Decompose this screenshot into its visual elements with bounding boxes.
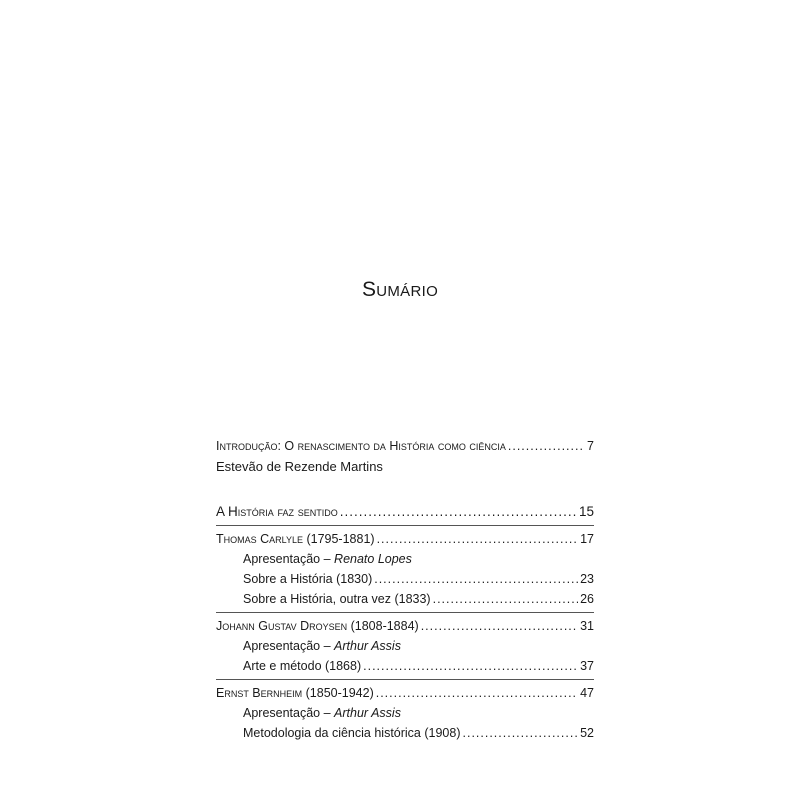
divider bbox=[216, 679, 594, 680]
work-title: Arte e método (1868) bbox=[243, 659, 362, 673]
presentation-prefix: Apresentação – bbox=[243, 706, 335, 720]
presenter-name: Arthur Assis bbox=[334, 706, 401, 720]
dot-leader bbox=[421, 616, 578, 636]
divider-wrap bbox=[216, 522, 594, 529]
chapter-author: Thomas Carlyle (1795-1881) bbox=[216, 532, 375, 546]
presentation-prefix: Apresentação – bbox=[243, 639, 335, 653]
toc-page-number: 47 bbox=[580, 686, 594, 700]
chapter-author: Ernst Bernheim (1850-1942) bbox=[216, 686, 374, 700]
work-title: Metodologia da ciência histórica (1908) bbox=[243, 726, 461, 740]
toc-page-number: 52 bbox=[580, 726, 594, 740]
chapter-author: Johann Gustav Droysen (1808-1884) bbox=[216, 619, 419, 633]
section-title: A História faz sentido bbox=[216, 504, 338, 519]
toc-entry-author-chapter bbox=[216, 683, 594, 703]
toc-page-number: 26 bbox=[580, 592, 594, 606]
presentation-label bbox=[243, 703, 401, 723]
presentation-label bbox=[243, 549, 412, 569]
toc-section bbox=[216, 502, 594, 522]
toc-page-number: 23 bbox=[580, 572, 594, 586]
toc-work bbox=[216, 723, 594, 743]
toc-page-number: 37 bbox=[580, 659, 594, 673]
toc-work bbox=[216, 569, 594, 589]
dot-leader bbox=[340, 502, 577, 522]
toc-entry-author-chapter bbox=[216, 616, 594, 636]
table-of-contents bbox=[216, 436, 594, 743]
toc-presentation bbox=[216, 636, 594, 656]
toc-page-number: 31 bbox=[580, 619, 594, 633]
toc-presentation bbox=[216, 549, 594, 569]
divider bbox=[216, 525, 594, 526]
toc-page-number: 7 bbox=[587, 439, 594, 453]
page-title: Sumário bbox=[361, 278, 439, 301]
dot-leader bbox=[377, 529, 579, 549]
toc-entry-author-chapter bbox=[216, 529, 594, 549]
work-title: Sobre a História, outra vez (1833) bbox=[243, 592, 431, 606]
divider bbox=[216, 612, 594, 613]
presentation-prefix: Apresentação – bbox=[243, 552, 335, 566]
toc-page-number: 15 bbox=[578, 504, 594, 519]
toc-page-number: 17 bbox=[580, 532, 594, 546]
divider-wrap bbox=[216, 609, 594, 616]
toc-entry-author: Estevão de Rezende Martins bbox=[216, 459, 383, 474]
work-title: Sobre a História (1830) bbox=[243, 572, 373, 586]
presentation-label bbox=[243, 636, 401, 656]
toc-work bbox=[216, 589, 594, 609]
presenter-name: Arthur Assis bbox=[334, 639, 401, 653]
toc-presentation bbox=[216, 703, 594, 723]
dot-leader bbox=[374, 569, 578, 589]
divider-wrap bbox=[216, 676, 594, 683]
spacer bbox=[216, 478, 594, 502]
toc-work bbox=[216, 656, 594, 676]
toc-entry-intro bbox=[216, 436, 594, 456]
toc-entry-title: Introdução: O renascimento da História como ciência bbox=[216, 439, 506, 453]
dot-leader bbox=[376, 683, 578, 703]
dot-leader bbox=[463, 723, 579, 743]
dot-leader bbox=[508, 436, 585, 456]
dot-leader bbox=[363, 656, 578, 676]
dot-leader bbox=[433, 589, 579, 609]
presenter-name: Renato Lopes bbox=[334, 552, 412, 566]
